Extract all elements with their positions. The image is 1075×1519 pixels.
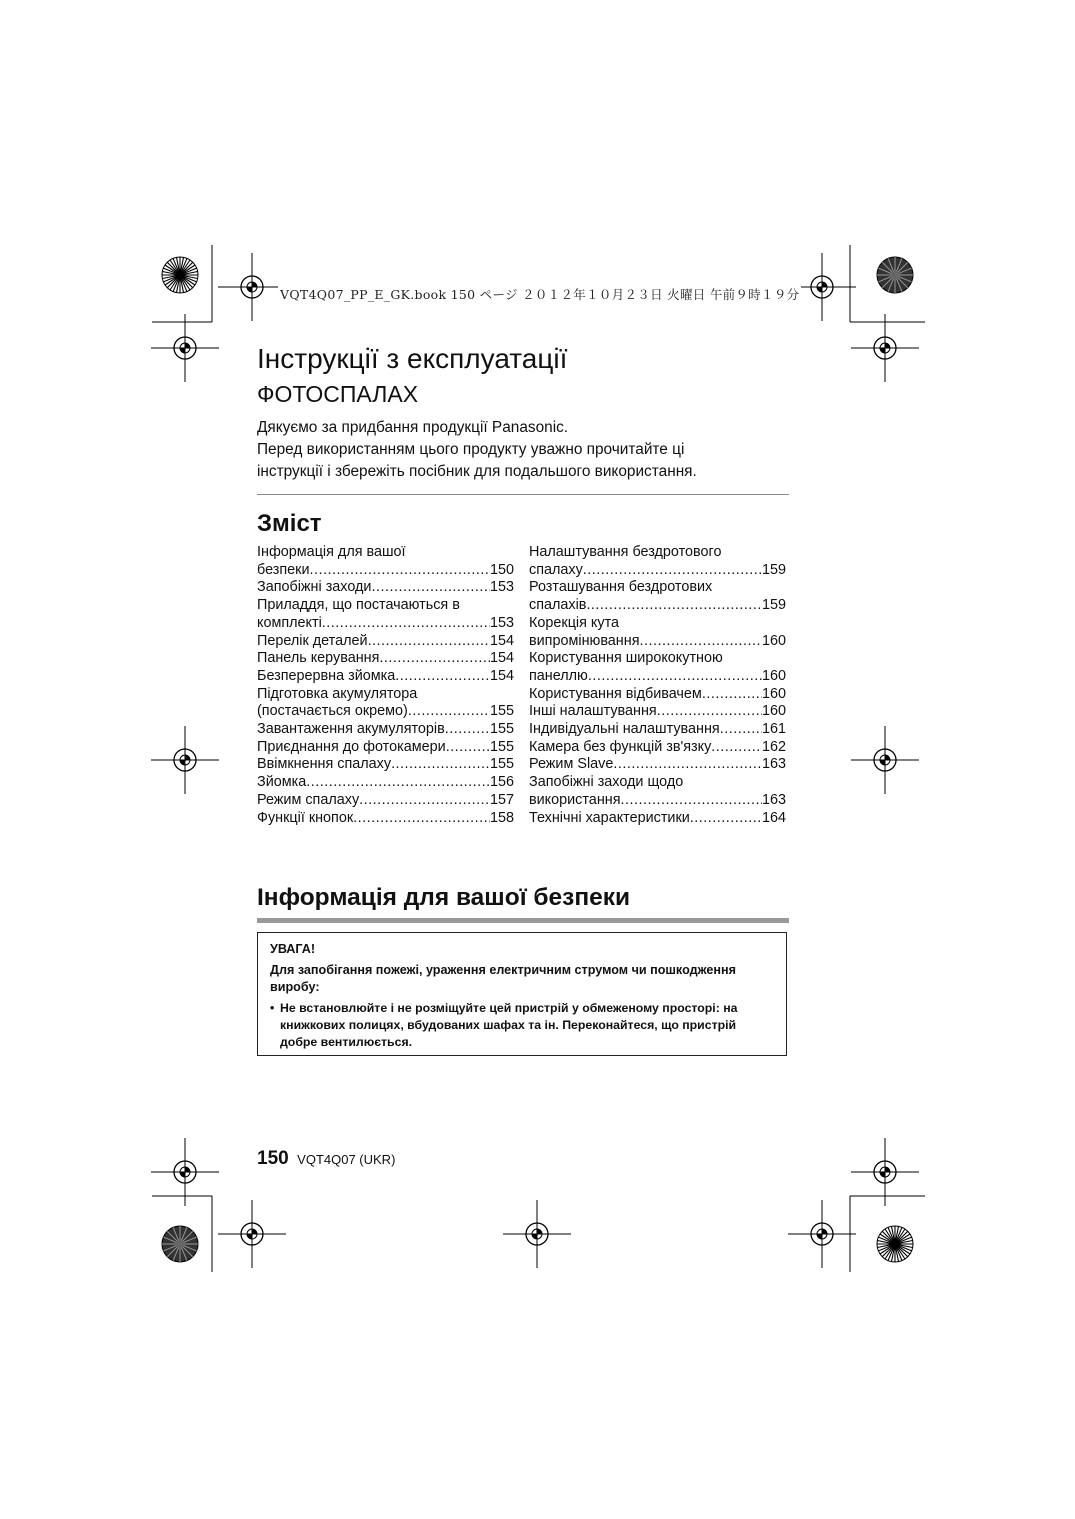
toc-entry[interactable] — [529, 721, 786, 739]
intro-line: інструкції і збережіть посібник для подальшого використання. — [257, 463, 697, 480]
toc-leader-dots — [621, 792, 762, 810]
toc-page-number: 160 — [761, 667, 786, 684]
toc-entry-title: Перелік деталей — [257, 632, 368, 649]
toc-entry-line — [257, 668, 514, 686]
toc-entry-first-line: Підготовка акумулятора — [257, 685, 418, 702]
toc-entry[interactable] — [257, 544, 514, 579]
toc-entry-title: Режим спалаху — [257, 791, 360, 808]
toc-entry-line — [529, 756, 786, 774]
bullet-symbol: • — [270, 1000, 275, 1015]
toc-entry-first-line: Корекція кута — [529, 614, 620, 631]
toc-leader-dots — [446, 739, 490, 757]
warning-box — [257, 932, 787, 1056]
toc-leader-dots — [445, 721, 490, 739]
toc-page-number: 158 — [489, 809, 514, 826]
toc-leader-dots — [711, 739, 762, 757]
toc-entry[interactable] — [257, 686, 514, 721]
toc-entry-line — [529, 810, 786, 828]
toc-entry[interactable] — [257, 597, 514, 632]
toc-entry-line — [529, 703, 786, 721]
toc-entry-line — [257, 721, 514, 739]
toc-leader-dots — [408, 703, 490, 721]
divider — [257, 494, 789, 495]
toc-entry-title: Приєднання до фотокамери — [257, 738, 446, 755]
intro-line: Дякуємо за придбання продукції Panasonic. — [257, 419, 569, 436]
page-footer — [257, 1148, 395, 1170]
toc-entry[interactable] — [257, 756, 514, 774]
toc-leader-dots — [391, 756, 490, 774]
toc-page-number: 157 — [489, 791, 514, 808]
toc-leader-dots — [353, 810, 490, 828]
toc-entry-line — [257, 633, 514, 651]
toc-leader-dots — [306, 774, 490, 792]
toc-leader-dots — [657, 703, 762, 721]
toc-entry-title: Функції кнопок — [257, 809, 354, 826]
toc-page-number: 155 — [489, 721, 514, 738]
warning-lead: Для запобігання пожежі, ураження електричним струмом чи пошкодження виробу: — [270, 962, 736, 994]
toc-page-number: 155 — [489, 703, 514, 720]
toc-entry-title: Режим Slave — [529, 756, 614, 773]
toc-page-number: 153 — [489, 579, 514, 596]
toc-entry[interactable] — [529, 739, 786, 757]
toc-page-number: 153 — [489, 614, 514, 631]
toc-leader-dots — [583, 562, 762, 580]
toc-page-number: 164 — [761, 809, 786, 826]
toc-entry-title: панеллю — [529, 667, 588, 684]
document-subtitle: ФОТОСПАЛАХ — [257, 381, 419, 407]
toc-leader-dots — [395, 668, 490, 686]
toc-entry-line — [257, 756, 514, 774]
toc-page-number: 154 — [489, 650, 514, 667]
toc-entry-first-line: Налаштування бездротового — [529, 544, 722, 560]
toc-entry[interactable] — [257, 721, 514, 739]
toc-entry-first-line: Користування ширококутною — [529, 650, 723, 667]
toc-entry-line — [257, 703, 514, 721]
toc-entry-first-line: Інформація для вашої — [257, 544, 406, 560]
toc-page-number: 156 — [489, 774, 514, 791]
toc-page-number: 155 — [489, 756, 514, 773]
toc-page-number: 160 — [761, 632, 786, 649]
toc-leader-dots — [359, 792, 490, 810]
toc-entry[interactable] — [257, 810, 514, 828]
toc-leader-dots — [586, 597, 762, 615]
toc-entry[interactable] — [529, 615, 786, 650]
toc-entry-title: Запобіжні заходи — [257, 579, 372, 596]
toc-entry-title: Завантаження акумуляторів — [257, 721, 445, 738]
toc-page-number: 159 — [761, 561, 786, 578]
toc-entry[interactable] — [257, 668, 514, 686]
toc-page-number: 155 — [489, 738, 514, 755]
toc-entry[interactable] — [257, 774, 514, 792]
toc-page-number: 162 — [761, 738, 786, 755]
toc-entry-title: Панель керування — [257, 650, 380, 667]
toc-leader-dots — [702, 686, 762, 704]
toc-entry-title: Індивідуальні налаштування — [529, 721, 720, 738]
toc-leader-dots — [379, 650, 490, 668]
warning-bullet-text: Не встановлюйте і не розміщуйте цей пристрій у обмеженому просторі: на книжкових полицях, вбудованих шафах та ін. Переконайтеся, що пристрій добре вентилюється. — [280, 1000, 738, 1049]
toc-entry[interactable] — [529, 686, 786, 704]
toc-entry[interactable] — [529, 579, 786, 614]
warning-label: УВАГА! — [270, 942, 316, 956]
toc-entry[interactable] — [257, 650, 514, 668]
toc-entry-line — [257, 579, 514, 597]
toc-entry-title: безпеки — [257, 561, 310, 578]
toc-entry-title: спалахів — [529, 597, 587, 614]
toc-leader-dots — [368, 633, 490, 651]
toc-entry-title: Технічні характеристики — [529, 809, 690, 826]
safety-section-title: Інформація для вашої безпеки — [257, 884, 631, 911]
toc-entry-line — [529, 633, 786, 651]
document-title: Інструкції з експлуатації — [257, 343, 568, 374]
toc-entry-first-line: Приладдя, що постачаються в — [257, 597, 460, 614]
toc-title: Зміст — [257, 510, 322, 537]
toc-entry-line — [257, 810, 514, 828]
toc-leader-dots — [322, 615, 490, 633]
toc-entry[interactable] — [257, 579, 514, 597]
toc-entry-line — [257, 615, 514, 633]
toc-entry-line — [529, 686, 786, 704]
toc-entry-title: Користування відбивачем — [529, 685, 702, 702]
toc-page-number: 163 — [761, 756, 786, 773]
toc-entry-line — [257, 792, 514, 810]
page-number: 150 — [257, 1148, 289, 1169]
toc-entry[interactable] — [257, 792, 514, 810]
toc-entry-title: (постачається окремо) — [257, 703, 408, 720]
toc-page-number: 154 — [489, 632, 514, 649]
warning-bullet — [270, 1000, 774, 1051]
toc-leader-dots — [371, 579, 490, 597]
toc-leader-dots — [640, 633, 762, 651]
toc-page-number: 160 — [761, 685, 786, 702]
toc-entry-title: спалаху — [529, 561, 583, 578]
section-underline — [257, 918, 789, 923]
toc-entry-title: випромінювання — [529, 632, 640, 649]
toc-entry-title: Камера без функцій зв'язку — [529, 738, 712, 755]
toc-page-number: 159 — [761, 597, 786, 614]
toc-entry-line — [257, 739, 514, 757]
toc-page-number: 161 — [761, 721, 786, 738]
toc-entry-line — [529, 668, 786, 686]
toc-leader-dots — [720, 721, 762, 739]
toc-entry-first-line: Розташування бездротових — [529, 579, 713, 596]
toc-entry-line — [529, 562, 786, 580]
toc-column-left — [257, 544, 514, 827]
toc-leader-dots — [690, 810, 762, 828]
toc-page-number: 160 — [761, 703, 786, 720]
toc-entry-title: Інші налаштування — [529, 703, 657, 720]
toc-entry-title: Ввімкнення спалаху — [257, 756, 392, 773]
toc-entry[interactable] — [257, 739, 514, 757]
toc-leader-dots — [310, 562, 490, 580]
toc-entry[interactable] — [529, 650, 786, 685]
toc-leader-dots — [613, 756, 762, 774]
toc-entry[interactable] — [529, 810, 786, 828]
toc-entry[interactable] — [529, 774, 786, 809]
toc-entry-title: Безперервна зйомка — [257, 667, 396, 684]
toc-entry[interactable] — [529, 703, 786, 721]
print-file-header: VQT4Q07_PP_E_GK.book 150 ページ ２０１２年１０月２３日 火曜日 午前９時１９分 — [280, 287, 800, 302]
toc-entry-title: Зйомка — [257, 774, 307, 791]
toc-page-number: 163 — [761, 791, 786, 808]
toc-entry-title: використання — [529, 791, 621, 808]
toc-column-right — [529, 544, 786, 827]
toc-entry[interactable] — [529, 544, 786, 579]
toc-entry-line — [529, 597, 786, 615]
toc-leader-dots — [588, 668, 762, 686]
toc-entry[interactable] — [257, 633, 514, 651]
toc-entry-line — [529, 721, 786, 739]
doc-code: VQT4Q07 (UKR) — [297, 1152, 396, 1167]
toc-entry-line — [257, 774, 514, 792]
intro-paragraph — [257, 417, 797, 483]
toc-page-number: 150 — [489, 561, 514, 578]
toc-page-number: 154 — [489, 667, 514, 684]
toc-entry-line — [257, 650, 514, 668]
toc-entry-title: комплекті — [257, 614, 322, 631]
toc-entry-line — [529, 792, 786, 810]
intro-line: Перед використанням цього продукту уважно прочитайте ці — [257, 441, 685, 458]
toc-entry-first-line: Запобіжні заходи щодо — [529, 774, 684, 791]
toc-entry[interactable] — [529, 756, 786, 774]
toc-entry-line — [257, 562, 514, 580]
toc-entry-line — [529, 739, 786, 757]
